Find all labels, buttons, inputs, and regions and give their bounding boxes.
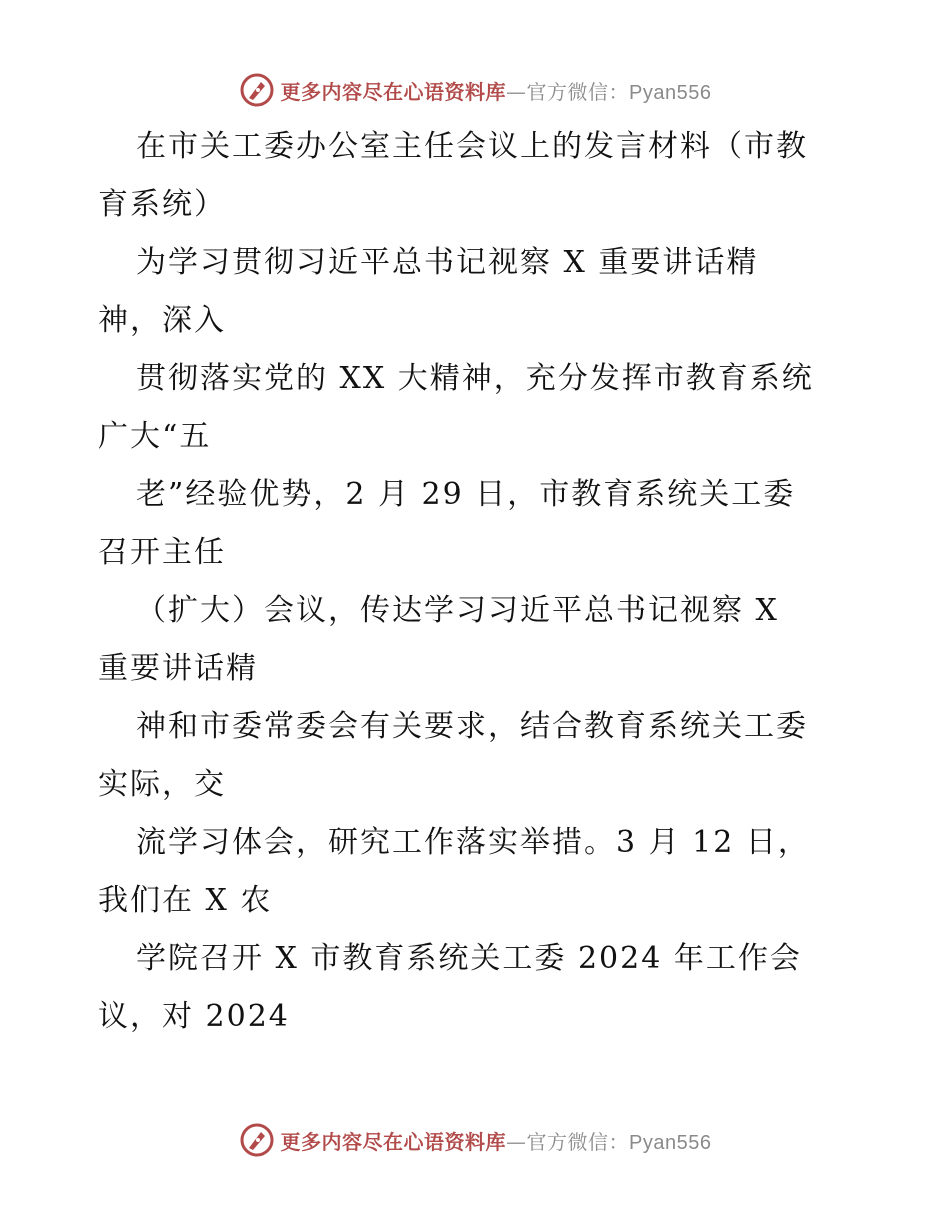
pen-nib-logo-icon [239,72,275,108]
header-watermark [0,70,950,110]
document-line: 召开主任 [98,535,226,570]
watermark-wechat-id: Pyan556 [629,1131,712,1154]
watermark-wechat-label: 官方微信： [526,79,630,104]
watermark-dash: — [506,79,527,104]
watermark-brand: 更多内容尽在心语资料库 [280,1129,507,1154]
document-line: 神，深入 [98,303,226,338]
footer-watermark [0,1120,950,1160]
document-line: 实际，交 [98,767,226,802]
document-line: 我们在 X 农 [98,883,273,918]
document-line: 议，对 2024 [98,999,290,1034]
document-body [98,118,868,1046]
document-line: 老”经验优势，2 月 29 日，市教育系统关工委 [136,477,796,512]
document-line: 在市关工委办公室主任会议上的发言材料（市教 [136,129,808,164]
pen-nib-logo-icon [239,1122,275,1158]
document-line: （扩大）会议，传达学习习近平总书记视察 X [136,593,779,628]
document-line: 流学习体会，研究工作落实举措。3 月 12 日， [136,825,810,860]
document-line: 广大“五 [98,419,212,454]
document-line: 重要讲话精 [98,651,258,686]
watermark-wechat-id: Pyan556 [629,81,712,104]
watermark-text [281,1126,712,1155]
watermark-text [281,76,712,105]
document-line: 学院召开 X 市教育系统关工委 2024 年工作会 [136,941,802,976]
watermark-brand: 更多内容尽在心语资料库 [280,79,507,104]
document-line: 育系统） [98,187,226,222]
watermark-dash: — [506,1129,527,1154]
document-line: 神和市委常委会有关要求，结合教育系统关工委 [136,709,808,744]
document-line: 贯彻落实党的 XX 大精神，充分发挥市教育系统 [136,361,814,396]
watermark-wechat-label: 官方微信： [526,1129,630,1154]
document-line: 为学习贯彻习近平总书记视察 X 重要讲话精 [136,245,759,280]
